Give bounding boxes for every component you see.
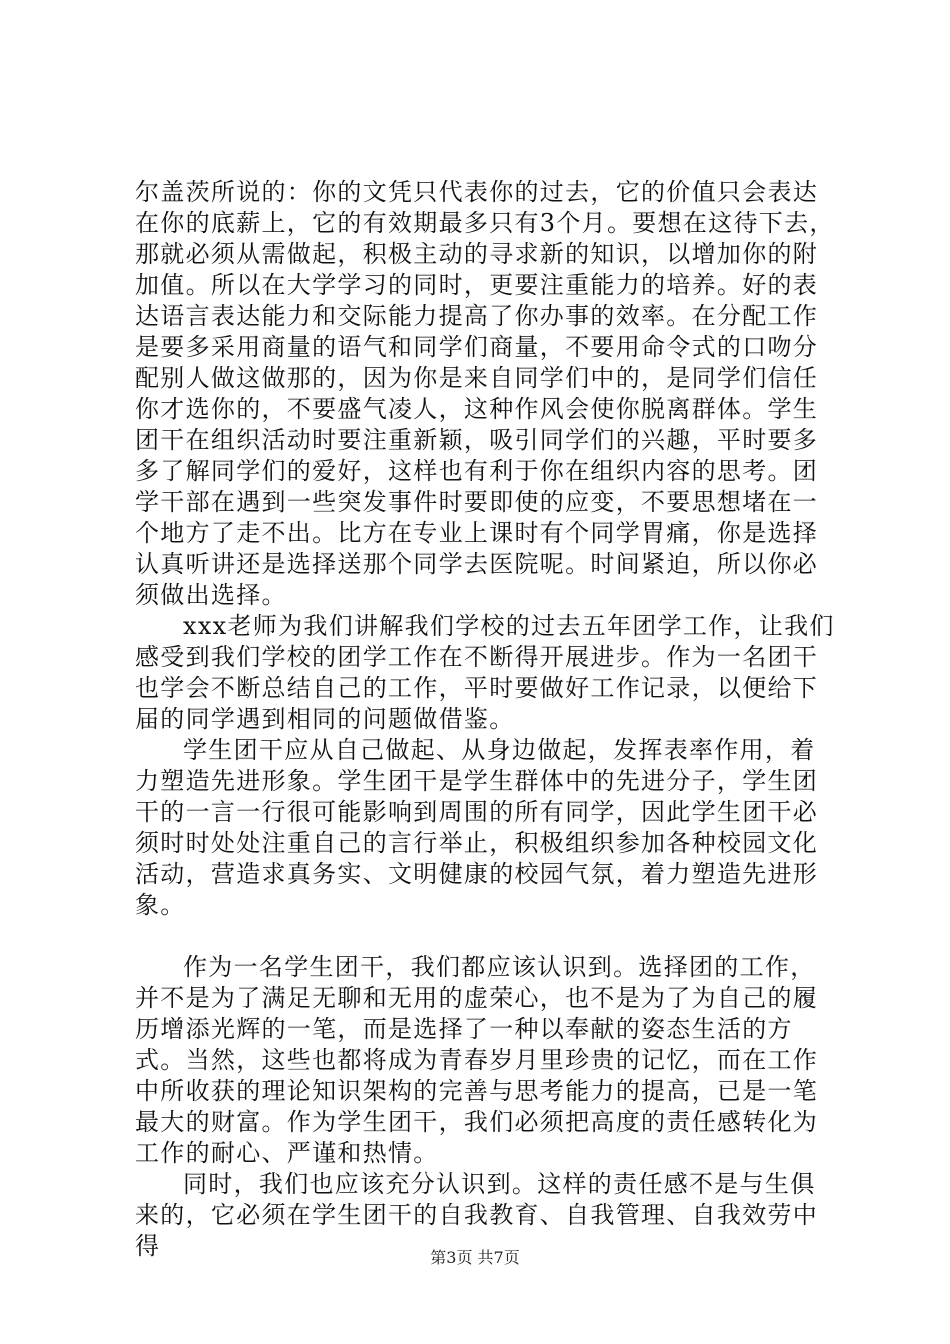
page-number-footer: 第3页 共7页 [430,1248,520,1267]
body-text [135,177,835,1262]
paragraph-gap [135,921,835,952]
paragraph-set-example: 学生团干应从自己做起、从身边做起，发挥表率作用，着力塑造先进形象。学生团干是学生群体中的先进分子，学生团干的一言一行很可能影响到周围的所有同学，因此学生团干必须时时处处注重自己的言行举止，积极组织参加各种校园文化活动，营造求真务实、文明健康的校园气氛，着力塑造先进形象。 [135,736,819,919]
paragraph-responsibility: 同时，我们也应该充分认识到。这样的责任感不是与生俱来的，它必须在学生团干的自我教育、自我管理、自我效劳中得 [135,1170,819,1260]
paragraph-teacher-lecture: xxx老师为我们讲解我们学校的过去五年团学工作，让我们感受到我们学校的团学工作在不断得开展进步。作为一名团干也学会不断总结自己的工作，平时要做好工作记录，以便给下届的同学遇到相同的问题做借鉴。 [135,612,835,733]
paragraph-continuation: 尔盖茨所说的：你的文凭只代表你的过去，它的价值只会表达在你的底薪上，它的有效期最多只有3个月。要想在这待下去，那就必须从需做起，积极主动的寻求新的知识，以增加你的附加值。所以在大学学习的同时，更要注重能力的培养。好的表达语言表达能力和交际能力提高了你办事的效率。在分配工作是要多采用商量的语气和同学们商量，不要用命令式的口吻分配别人做这做那的，因为你是来自同学们中的，是同学们信任你才选你的，不要盛气凌人，这种作风会使你脱离群体。学生团干在组织活动时要注重新颖，吸引同学们的兴趣，平时要多多了解同学们的爱好，这样也有利于你在组织内容的思考。团学干部在遇到一些突发事件时要即使的应变，不要思想堵在一个地方了走不出。比方在专业上课时有个同学胃痛，你是选择认真听讲还是选择送那个同学去医院呢。时间紧迫，所以你必须做出选择。 [135,178,835,609]
paragraph-awareness: 作为一名学生团干，我们都应该认识到。选择团的工作，并不是为了满足无聊和无用的虚荣心，也不是为了为自己的履历增添光辉的一笔，而是选择了一种以奉献的姿态生活的方式。当然，这些也都将成为青春岁月里珍贵的记忆，而在工作中所收获的理论知识架构的完善与思考能力的提高，已是一笔最大的财富。作为学生团干，我们必须把高度的责任感转化为工作的耐心、严谨和热情。 [135,953,819,1167]
